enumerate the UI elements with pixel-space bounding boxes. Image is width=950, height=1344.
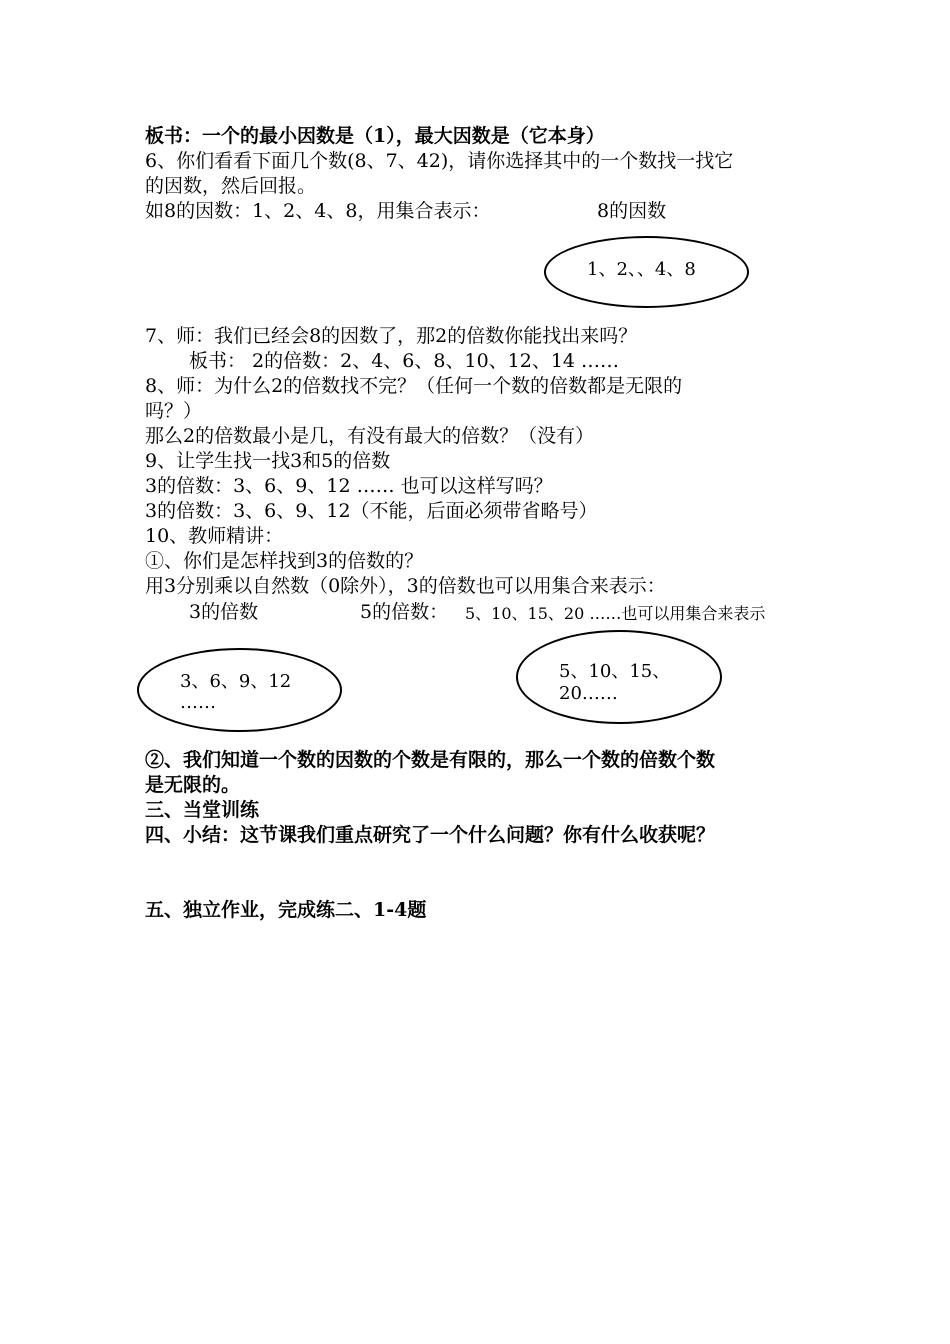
board-note-factors: 板书：一个的最小因数是（1），最大因数是（它本身） <box>145 125 605 147</box>
multiples-3-answer: 3的倍数：3、6、9、12（不能，后面必须带省略号） <box>145 500 598 522</box>
multiples-5-list: 5、10、15、20 ……也可以用集合来表示 <box>465 604 766 623</box>
step-6-line-2: 的因数，然后回报。 <box>145 175 317 197</box>
example-factors-of-8: 如8的因数：1、2、4、8，用集合表示： <box>145 200 491 222</box>
question-smallest-multiple: 那么2的倍数最小是几，有没有最大的倍数？（没有） <box>145 425 595 447</box>
step-8-line-2: 吗？） <box>145 400 203 422</box>
set-content-multiples-5-line-2: 20…… <box>559 683 618 704</box>
multiples-3-question: 3的倍数：3、6、9、12 …… 也可以这样写吗？ <box>145 475 553 497</box>
set-label-multiples-5: 5的倍数： <box>360 601 449 623</box>
step-7: 7、师：我们已经会8的因数了，那2的倍数你能找出来吗？ <box>145 325 638 347</box>
point-2-line-1: ②、我们知道一个数的因数的个数是有限的，那么一个数的倍数个数 <box>145 749 716 771</box>
step-6-line-1: 6、你们看看下面几个数(8、7、42)，请你选择其中的一个数找一找它 <box>145 150 734 172</box>
step-8-line-1: 8、师：为什么2的倍数找不完？（任何一个数的倍数都是无限的 <box>145 375 683 397</box>
section-5-homework: 五、独立作业，完成练二、1-4题 <box>145 899 427 921</box>
set-content-factors-8: 1、2、、4、8 <box>587 259 696 280</box>
set-content-multiples-3-line-1: 3、6、9、12 <box>180 671 292 692</box>
section-4-summary: 四、小结：这节课我们重点研究了一个什么问题？你有什么收获呢？ <box>145 824 716 846</box>
multiples-3-method: 用3分别乘以自然数（0除外），3的倍数也可以用集合来表示： <box>145 575 666 597</box>
step-10: 10、教师精讲： <box>145 525 284 547</box>
section-3-practice: 三、当堂训练 <box>145 799 260 821</box>
board-note-multiples-2: 板书： 2的倍数：2、4、6、8、10、12、14 …… <box>189 350 620 372</box>
set-content-multiples-5-line-1: 5、10、15、 <box>559 661 671 682</box>
step-9: 9、让学生找一找3和5的倍数 <box>145 450 391 472</box>
point-1: ①、你们是怎样找到3的倍数的？ <box>145 550 424 572</box>
point-2-line-2: 是无限的。 <box>145 774 241 796</box>
set-content-multiples-3-line-2: …… <box>180 692 216 713</box>
set-label-factors-8: 8的因数 <box>597 200 667 222</box>
set-label-multiples-3: 3的倍数 <box>189 601 259 623</box>
